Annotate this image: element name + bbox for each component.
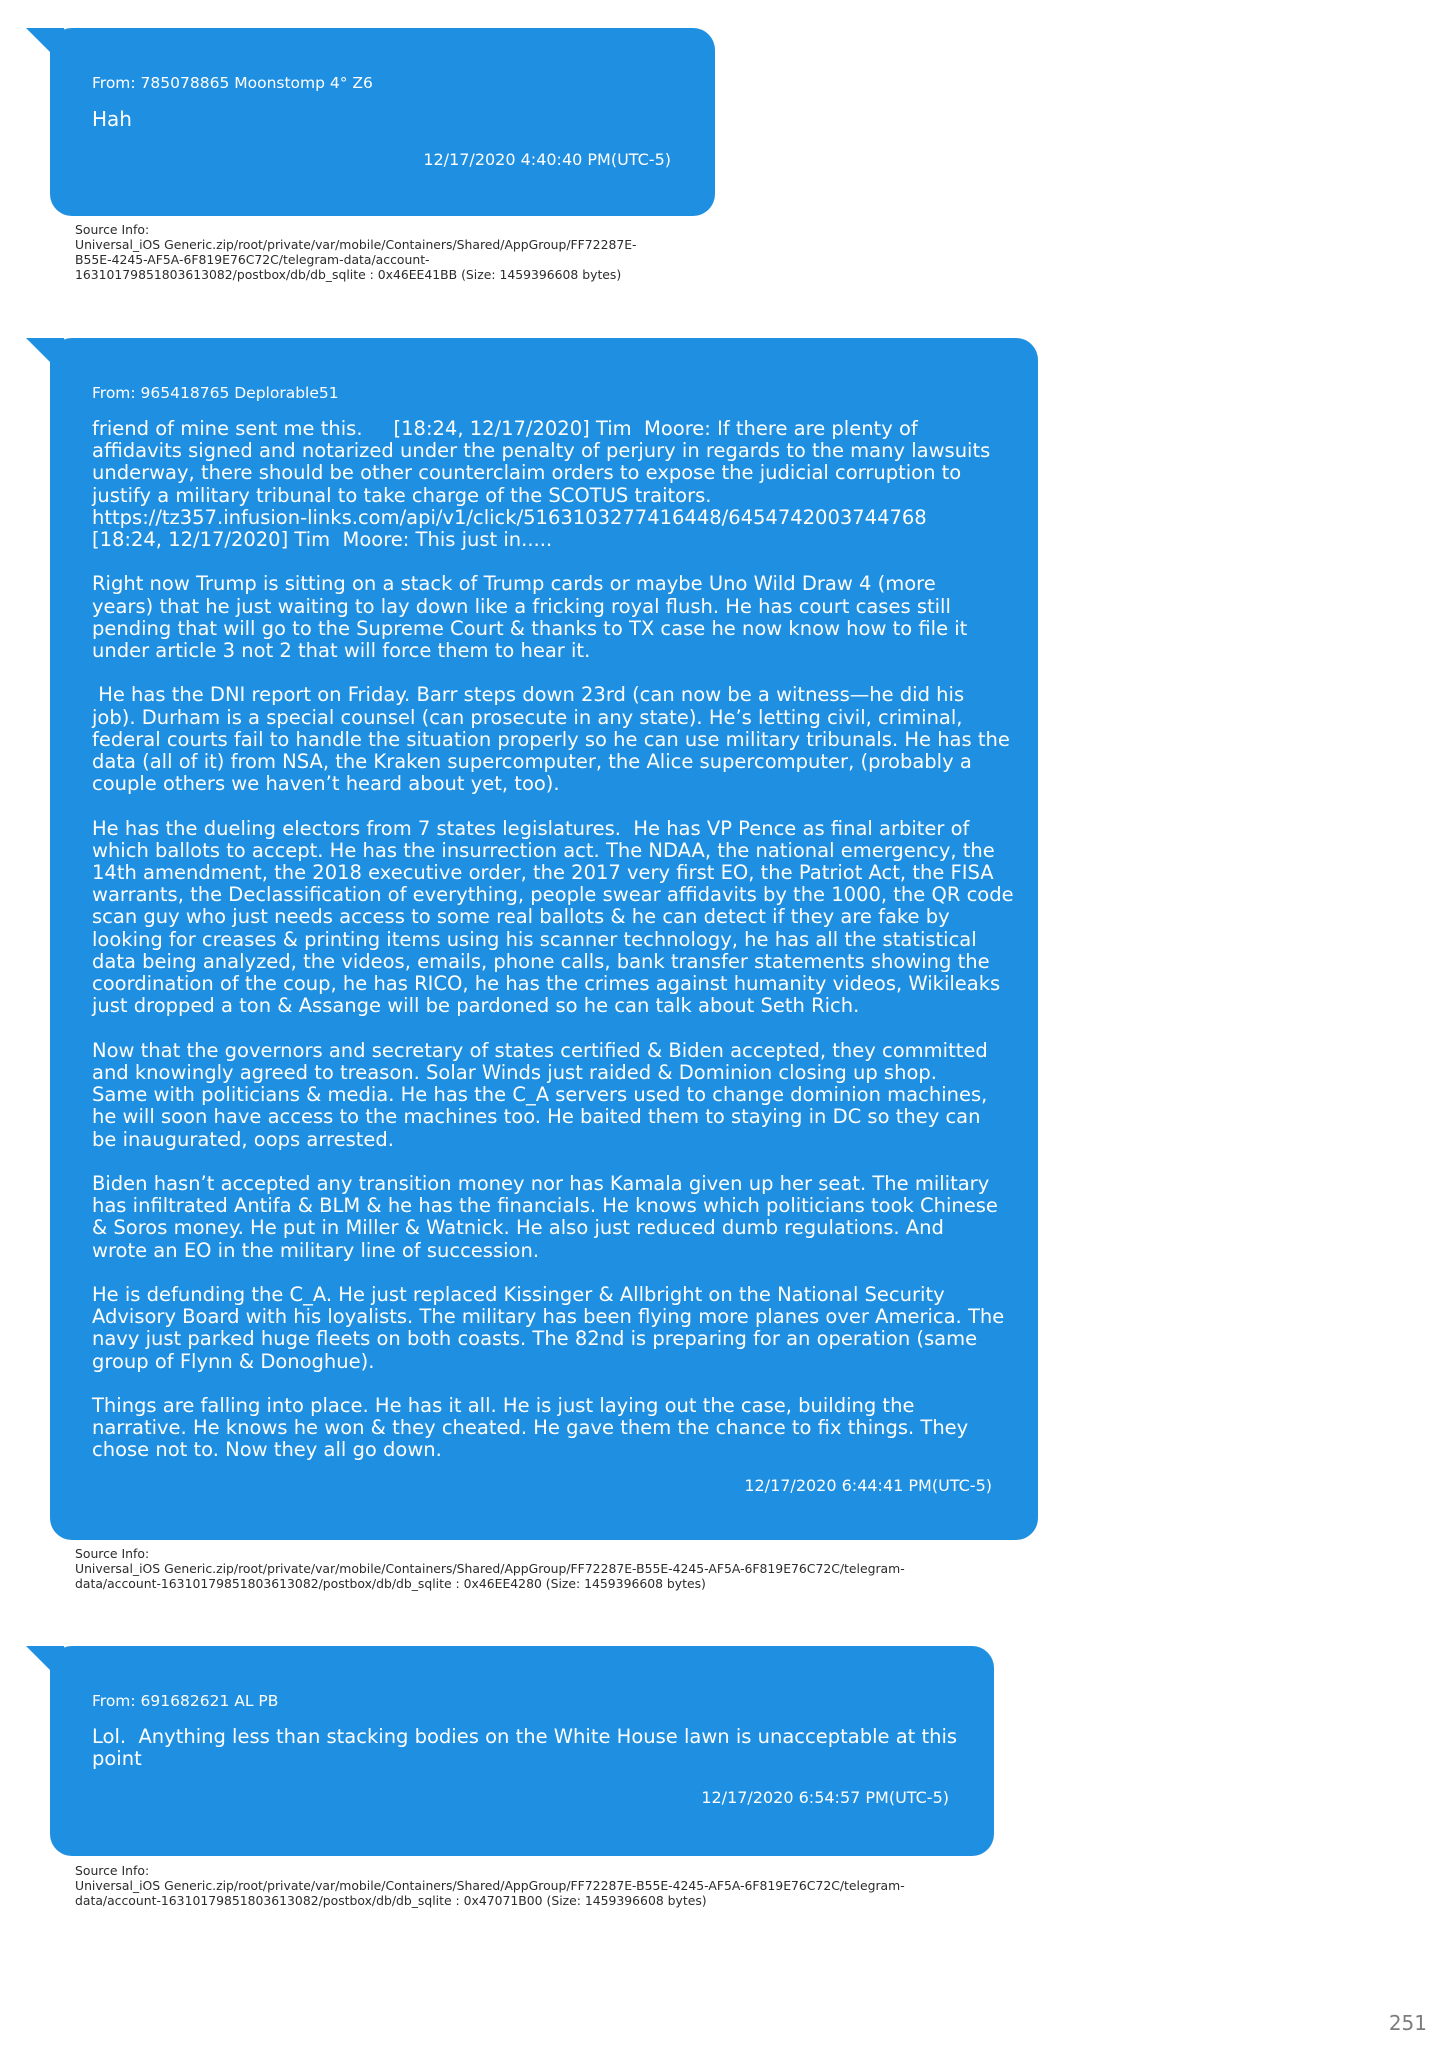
source-info-label: Source Info: bbox=[75, 1546, 150, 1561]
source-info bbox=[75, 1863, 905, 1908]
message-text: friend of mine sent me this. [18:24, 12/17/2020] Tim Moore: If there are plenty of affidavits signed and notarized under the penalty of perjury in regards to the many lawsuits underway, there should be other counterclaim orders to expose the judicial corruption to justify a military tribunal to take charge of the SCOTUS traitors. https://tz357.infusion-links.com/api/v1/click/5163103277416448/6454742003744768 [18:24, 12/17/2020] Tim Moore: This just in..... Right now Trump is sitting on a stack of Trump cards or maybe Uno Wild Draw 4 (more years) that he just waiting to lay down like a fricking royal flush. He has court cases still pending that will go to the Supreme Court & thanks to TX case he now know how to file it under article 3 not 2 that will force them to hear it. He has the DNI report on Friday. Barr steps down 23rd (can now be a witness—he did his job). Durham is a special counsel (can prosecute in any state). He’s letting civil, criminal, federal courts fail to handle the situation properly so he can use military tribunals. He has the data (all of it) from NSA, the Kraken supercomputer, the Alice supercomputer, (probably a couple others we haven’t heard about yet, too). He has the dueling electors from 7 states legislatures. He has VP Pence as final arbiter of which ballots to accept. He has the insurrection act. The NDAA, the national emergency, the 14th amendment, the 2018 executive order, the 2017 very first EO, the Patriot Act, the FISA warrants, the Declassification of everything, people swear affidavits by the 1000, the QR code scan guy who just needs access to some real ballots & he can detect if they are fake by looking for creases & printing items using his scanner technology, he has all the statistical data being analyzed, the videos, emails, phone calls, bank transfer statements showing the coordination of the coup, he has RICO, he has the crimes against humanity videos, Wikileaks just dropped a ton & Assange will be pardoned so he can talk about Seth Rich. Now that the governors and secretary of states certified & Biden accepted, they committed and knowingly agreed to treason. Solar Winds just raided & Dominion closing up shop. Same with politicians & media. He has the C_A servers used to change dominion machines, he will soon have access to the machines too. He baited them to staying in DC so they can be inaugurated, oops arrested. Biden hasn’t accepted any transition money nor has Kamala given up her seat. The military has infiltrated Antifa & BLM & he has the financials. He knows which politicians took Chinese & Soros money. He put in Miller & Watnick. He also just reduced dumb regulations. And wrote an EO in the military line of succession. He is defunding the C_A. He just replaced Kissinger & Allbright on the National Security Advisory Board with his loyalists. The military has been flying more planes over America. The navy just parked huge fleets on both coasts. The 82nd is preparing for an operation (same group of Flynn & Donoghue). Things are falling into place. He has it all. He is just laying out the case, building the narrative. He knows he won & they cheated. He gave them the chance to fix things. They chose not to. Now they all go down. bbox=[92, 417, 1014, 1462]
message-sender: From: 785078865 Moonstomp 4° Z6 bbox=[92, 74, 373, 92]
source-info-line: B55E-4245-AF5A-6F819E76C72C/telegram-data/account- bbox=[75, 252, 430, 267]
message-bubble-1 bbox=[50, 28, 715, 216]
message-bubble-2 bbox=[50, 338, 1038, 1540]
message-timestamp: 12/17/2020 6:44:41 PM(UTC-5) bbox=[744, 1476, 992, 1495]
source-info-line: Universal_iOS Generic.zip/root/private/var/mobile/Containers/Shared/AppGroup/FF72287E-B55E-4245-AF5A-6F819E76C72C/telegram- bbox=[75, 1878, 905, 1893]
source-info-line: 16310179851803613082/postbox/db/db_sqlite : 0x46EE41BB (Size: 1459396608 bytes) bbox=[75, 267, 622, 282]
source-info-label: Source Info: bbox=[75, 222, 150, 237]
source-info bbox=[75, 222, 637, 282]
message-text: Lol. Anything less than stacking bodies on the White House lawn is unacceptable at this point bbox=[92, 1725, 958, 1771]
source-info-label: Source Info: bbox=[75, 1863, 150, 1878]
bubble-tail bbox=[26, 338, 64, 376]
source-info-line: Universal_iOS Generic.zip/root/private/var/mobile/Containers/Shared/AppGroup/FF72287E-B55E-4245-AF5A-6F819E76C72C/telegram- bbox=[75, 1561, 905, 1576]
message-timestamp: 12/17/2020 4:40:40 PM(UTC-5) bbox=[423, 150, 671, 169]
page-number: 251 bbox=[1388, 2011, 1427, 2035]
message-bubble-3 bbox=[50, 1646, 994, 1856]
bubble-tail bbox=[26, 28, 64, 66]
source-info bbox=[75, 1546, 905, 1591]
source-info-line: data/account-16310179851803613082/postbox/db/db_sqlite : 0x47071B00 (Size: 1459396608 bytes) bbox=[75, 1893, 707, 1908]
message-text: Hah bbox=[92, 107, 132, 131]
message-timestamp: 12/17/2020 6:54:57 PM(UTC-5) bbox=[701, 1788, 949, 1807]
source-info-line: data/account-16310179851803613082/postbox/db/db_sqlite : 0x46EE4280 (Size: 1459396608 bytes) bbox=[75, 1576, 706, 1591]
bubble-tail bbox=[26, 1646, 64, 1684]
message-sender: From: 965418765 Deplorable51 bbox=[92, 384, 339, 402]
message-sender: From: 691682621 AL PB bbox=[92, 1692, 279, 1710]
source-info-line: Universal_iOS Generic.zip/root/private/var/mobile/Containers/Shared/AppGroup/FF72287E- bbox=[75, 237, 637, 252]
